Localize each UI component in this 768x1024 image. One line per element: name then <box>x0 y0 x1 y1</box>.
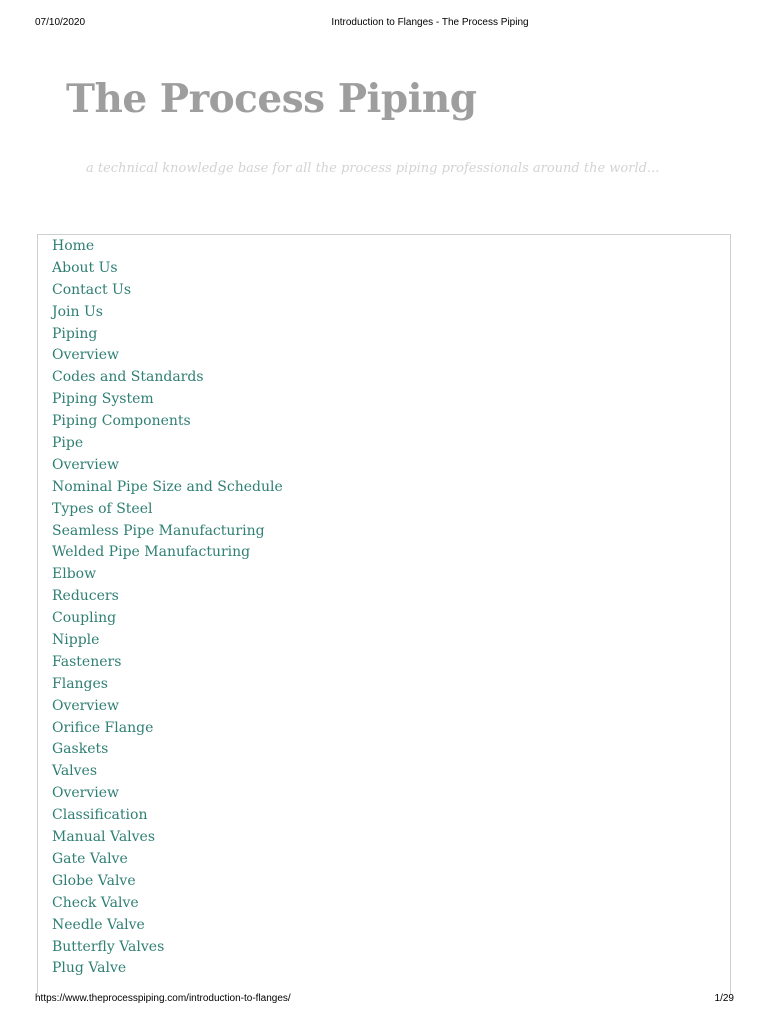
nav-item-join-us[interactable]: Join Us <box>52 303 103 320</box>
nav-item-overview[interactable]: Overview <box>52 456 120 473</box>
print-footer <box>0 993 768 1007</box>
nav-item-overview[interactable]: Overview <box>52 347 120 364</box>
print-page-number: 1/29 <box>714 993 734 1004</box>
nav-item-manual-valves[interactable]: Manual Valves <box>52 829 156 846</box>
nav-item-plug-valve[interactable]: Plug Valve <box>52 960 127 977</box>
nav-item-elbow[interactable]: Elbow <box>52 566 97 583</box>
nav-item-welded-pipe-manufacturing[interactable]: Welded Pipe Manufacturing <box>52 544 251 561</box>
nav-item-coupling[interactable]: Coupling <box>52 610 117 627</box>
site-title[interactable]: The Process Piping <box>66 76 477 122</box>
nav-item-butterfly-valves[interactable]: Butterfly Valves <box>52 938 165 955</box>
nav-item-codes-and-standards[interactable]: Codes and Standards <box>52 369 204 386</box>
nav-item-classification[interactable]: Classification <box>52 807 148 824</box>
nav-item-fasteners[interactable]: Fasteners <box>52 653 122 670</box>
nav-item-check-valve[interactable]: Check Valve <box>52 894 139 911</box>
print-header <box>0 17 768 31</box>
nav-item-overview[interactable]: Overview <box>52 697 120 714</box>
nav-item-pipe[interactable]: Pipe <box>52 435 84 452</box>
site-tagline: a technical knowledge base for all the process piping professionals around the world... <box>86 161 660 176</box>
nav-item-valves[interactable]: Valves <box>52 763 98 780</box>
nav-item-nominal-pipe-size-and-schedule[interactable]: Nominal Pipe Size and Schedule <box>52 478 283 495</box>
print-date: 07/10/2020 <box>35 17 86 28</box>
nav-item-contact-us[interactable]: Contact Us <box>52 281 132 298</box>
nav-item-seamless-pipe-manufacturing[interactable]: Seamless Pipe Manufacturing <box>52 522 265 539</box>
nav-item-piping[interactable]: Piping <box>52 325 98 342</box>
nav-item-orifice-flange[interactable]: Orifice Flange <box>52 719 154 736</box>
nav-item-reducers[interactable]: Reducers <box>52 588 119 605</box>
nav-item-gaskets[interactable]: Gaskets <box>52 741 109 758</box>
nav-list <box>52 236 283 980</box>
print-page-title: Introduction to Flanges - The Process Piping <box>331 17 529 28</box>
nav-item-piping-components[interactable]: Piping Components <box>52 413 191 430</box>
nav-item-gate-valve[interactable]: Gate Valve <box>52 850 128 867</box>
navigation-menu <box>37 234 731 994</box>
nav-item-overview[interactable]: Overview <box>52 785 120 802</box>
nav-item-nipple[interactable]: Nipple <box>52 632 100 649</box>
nav-item-about-us[interactable]: About Us <box>52 259 118 276</box>
nav-item-types-of-steel[interactable]: Types of Steel <box>52 500 153 517</box>
nav-item-globe-valve[interactable]: Globe Valve <box>52 872 136 889</box>
nav-item-piping-system[interactable]: Piping System <box>52 391 154 408</box>
print-url: https://www.theprocesspiping.com/introduction-to-flanges/ <box>35 993 291 1004</box>
nav-item-flanges[interactable]: Flanges <box>52 675 108 692</box>
nav-item-needle-valve[interactable]: Needle Valve <box>52 916 145 933</box>
nav-item-home[interactable]: Home <box>52 238 95 254</box>
